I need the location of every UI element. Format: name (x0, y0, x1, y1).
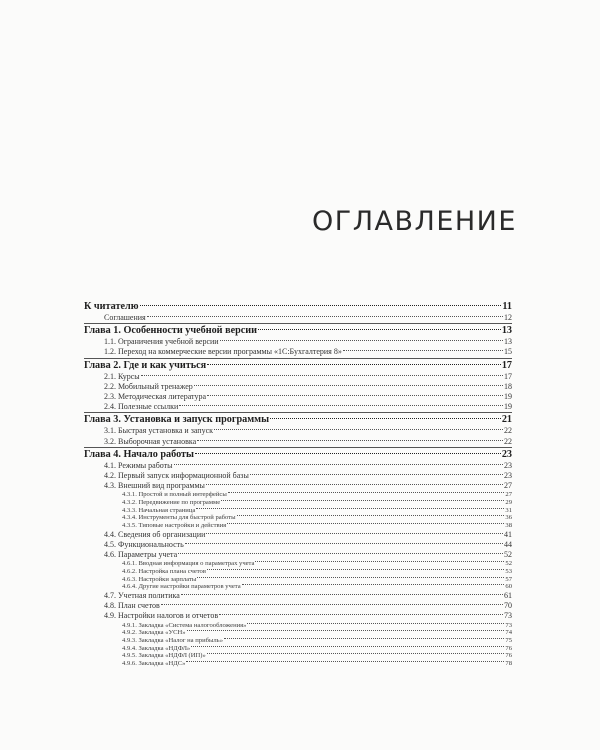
toc-section-entry (84, 372, 512, 382)
toc-subsection-entry (84, 576, 512, 584)
dot-leader (224, 638, 504, 639)
toc-entry-label: 4.3. Внешний вид программы (104, 481, 205, 491)
toc-entry-page: 76 (505, 644, 512, 652)
toc-entry-page: 53 (505, 567, 512, 575)
dot-leader (197, 577, 504, 578)
dot-leader (242, 584, 505, 585)
toc-entry-label: 4.6.4. Другие настройки параметров учета (122, 583, 241, 591)
dot-leader (141, 375, 503, 376)
toc-section-entry (84, 392, 512, 402)
toc-entry-label: 4.3.3. Начальная страница (122, 506, 196, 514)
toc-entry-page: 12 (504, 313, 512, 322)
toc-entry-page: 27 (504, 481, 512, 491)
toc-entry-page: 61 (504, 591, 512, 600)
toc-subsection-entry (84, 522, 512, 530)
toc-entry-label: 1.2. Переход на коммерческие версии программы «1С:Бухгалтерия 8» (104, 347, 342, 357)
dot-leader (227, 523, 504, 524)
toc-subsection-entry (84, 568, 512, 576)
dot-leader (258, 329, 501, 330)
toc-section-entry (84, 591, 512, 601)
toc-entry-label: 3.2. Выборочная установка (104, 436, 197, 446)
toc-entry-page: 13 (504, 337, 512, 347)
toc-entry-label: 1.1. Ограничения учебной версии (104, 337, 219, 347)
toc-entry-label: 4.3.2. Передвижение по программе (122, 498, 221, 506)
dot-leader (207, 569, 504, 570)
dot-leader (255, 561, 504, 562)
toc-section-entry (84, 313, 512, 323)
dot-leader (247, 623, 504, 624)
toc-entry-label: 4.2. Первый запуск информационной базы (104, 470, 249, 480)
dot-leader (220, 340, 503, 341)
toc-entry-page: 74 (505, 629, 512, 637)
dot-leader (191, 646, 504, 647)
toc-section-entry (84, 437, 512, 447)
dot-leader (174, 464, 503, 465)
dot-leader (221, 500, 504, 501)
toc-entry-page: 57 (505, 575, 512, 583)
toc-section-entry (84, 461, 512, 471)
toc-entry-page: 22 (504, 436, 512, 446)
toc-entry-page: 18 (504, 381, 512, 391)
dot-leader (187, 630, 505, 631)
toc-subsection-entry (84, 507, 512, 515)
toc-entry-page: 52 (504, 550, 512, 560)
dot-leader (196, 508, 504, 509)
dot-leader (219, 614, 503, 615)
dot-leader (197, 440, 503, 441)
toc-entry-page: 44 (504, 539, 512, 549)
toc-entry-page: 36 (505, 514, 512, 522)
dot-leader (228, 492, 505, 493)
dot-leader (206, 484, 503, 485)
toc-entry-page: 22 (504, 426, 512, 436)
toc-entry-label: 2.4. Полезные ссылки (104, 402, 179, 412)
toc-entry-label: 2.3. Методическая литература (104, 391, 206, 401)
toc-entry-label: Глава 3. Установка и запуск программы (84, 414, 270, 426)
toc-subsection-entry (84, 645, 512, 653)
dot-leader (161, 604, 503, 605)
dot-leader (237, 515, 505, 516)
toc-entry-page: 17 (501, 359, 512, 371)
toc-entry-label: 4.9.1. Закладка «Система налогообложения» (122, 621, 247, 629)
toc-chapter-entry (84, 412, 512, 426)
toc-entry-label: 4.9.5. Закладка «НДФЛ (ИП)» (122, 652, 206, 660)
dot-leader (178, 553, 503, 554)
toc-entry-page: 60 (505, 583, 512, 591)
toc-entry-page: 23 (504, 470, 512, 480)
dot-leader (185, 543, 503, 544)
toc-section-entry (84, 347, 512, 357)
toc-section-entry (84, 481, 512, 491)
toc-entry-label: Глава 1. Особенности учебной версии (84, 325, 258, 337)
dot-leader (186, 661, 504, 662)
dot-leader (250, 474, 503, 475)
toc-entry-label: 4.6.2. Настройка плана счетов (122, 567, 206, 575)
toc-subsection-entry (84, 629, 512, 637)
dot-leader (207, 653, 505, 654)
toc-entry-page: 73 (504, 611, 512, 621)
toc-subsection-entry (84, 652, 512, 660)
dot-leader (207, 395, 503, 396)
toc-entry-label: Соглашения (104, 313, 146, 322)
toc-subsection-entry (84, 622, 512, 630)
toc-entry-label: 4.3.5. Типовые настройки и действия (122, 522, 227, 529)
toc-entry-label: 4.9.2. Закладка «УСН» (122, 629, 186, 637)
toc-entry-page: 23 (501, 448, 512, 460)
dot-leader (206, 533, 503, 534)
toc-entry-page: 19 (504, 402, 512, 412)
toc-entry-page: 38 (505, 522, 512, 529)
toc-entry-label: 4.8. План счетов (104, 601, 160, 611)
toc-entry-label: Глава 4. Начало работы (84, 448, 195, 460)
toc-entry-label: 4.6. Параметры учета (104, 550, 178, 560)
dot-leader (207, 364, 501, 365)
toc-entry-page: 23 (504, 460, 512, 470)
toc-entry-page: 13 (501, 325, 512, 337)
toc-section-entry (84, 611, 512, 621)
toc-entry-page: 15 (504, 347, 512, 357)
toc-chapter-entry (84, 447, 512, 461)
toc-entry-page: 70 (504, 601, 512, 611)
toc-chapter-entry (84, 323, 512, 337)
toc-subsection-entry (84, 499, 512, 507)
dot-leader (140, 305, 502, 306)
toc-section-entry (84, 337, 512, 347)
toc-entry-label: 4.9.6. Закладка «НДС» (122, 660, 186, 667)
toc-subsection-entry (84, 491, 512, 499)
toc-entry-page: 21 (501, 414, 512, 426)
dot-leader (214, 429, 503, 430)
toc-section-entry (84, 402, 512, 412)
page-title: ОГЛАВЛЕНИЕ (312, 206, 517, 237)
toc-entry-page: 19 (504, 391, 512, 401)
toc-entry-page: 52 (505, 560, 512, 568)
toc-chapter-entry (84, 300, 512, 313)
toc-entry-label: 4.5. Функциональность (104, 539, 184, 549)
toc-entry-page: 73 (505, 621, 512, 629)
toc-entry-label: 4.9.3. Закладка «Налог на прибыль» (122, 636, 223, 644)
toc-entry-page: 11 (502, 301, 512, 312)
dot-leader (195, 453, 501, 454)
toc-entry-page: 17 (504, 371, 512, 381)
toc-entry-label: 4.4. Сведения об организации (104, 529, 206, 539)
toc-subsection-entry (84, 637, 512, 645)
toc-entry-page: 41 (504, 529, 512, 539)
table-of-contents (84, 300, 512, 668)
toc-entry-label: 4.9. Настройки налогов и отчетов (104, 611, 219, 621)
toc-entry-label: 4.6.1. Вводная информация о параметрах учета (122, 560, 255, 568)
dot-leader (343, 350, 503, 351)
dot-leader (270, 418, 501, 419)
toc-entry-page: 75 (505, 636, 512, 644)
dot-leader (147, 316, 503, 317)
toc-section-entry (84, 471, 512, 481)
toc-section-entry (84, 550, 512, 560)
toc-entry-label: К читателю (84, 301, 139, 312)
toc-entry-label: 4.9.4. Закладка «НДФЛ» (122, 644, 191, 652)
toc-entry-label: 4.7. Учетная политика (104, 591, 180, 600)
toc-section-entry (84, 382, 512, 392)
dot-leader (194, 385, 503, 386)
toc-subsection-entry (84, 560, 512, 568)
toc-section-entry (84, 530, 512, 540)
toc-subsection-entry (84, 583, 512, 591)
toc-entry-page: 27 (505, 491, 512, 499)
toc-subsection-entry (84, 514, 512, 522)
toc-entry-page: 31 (505, 506, 512, 514)
toc-entry-label: 4.3.1. Простой и полный интерфейсы (122, 491, 227, 499)
toc-entry-label: 4.1. Режимы работы (104, 460, 173, 470)
toc-entry-label: 2.2. Мобильный тренажер (104, 381, 193, 391)
toc-entry-page: 78 (505, 660, 512, 667)
toc-entry-label: Глава 2. Где и как учиться (84, 359, 207, 371)
dot-leader (181, 594, 503, 595)
toc-entry-label: 4.6.3. Настройки зарплаты (122, 575, 197, 583)
toc-subsection-entry (84, 660, 512, 668)
toc-entry-label: 4.3.4. Инструменты для быстрой работы (122, 514, 236, 522)
toc-section-entry (84, 540, 512, 550)
toc-chapter-entry (84, 358, 512, 372)
toc-section-entry (84, 601, 512, 611)
toc-entry-page: 76 (505, 652, 512, 660)
dot-leader (179, 405, 503, 406)
toc-entry-label: 2.1. Курсы (104, 371, 140, 381)
toc-entry-label: 3.1. Быстрая установка и запуск (104, 426, 214, 436)
toc-section-entry (84, 426, 512, 436)
toc-entry-page: 29 (505, 498, 512, 506)
